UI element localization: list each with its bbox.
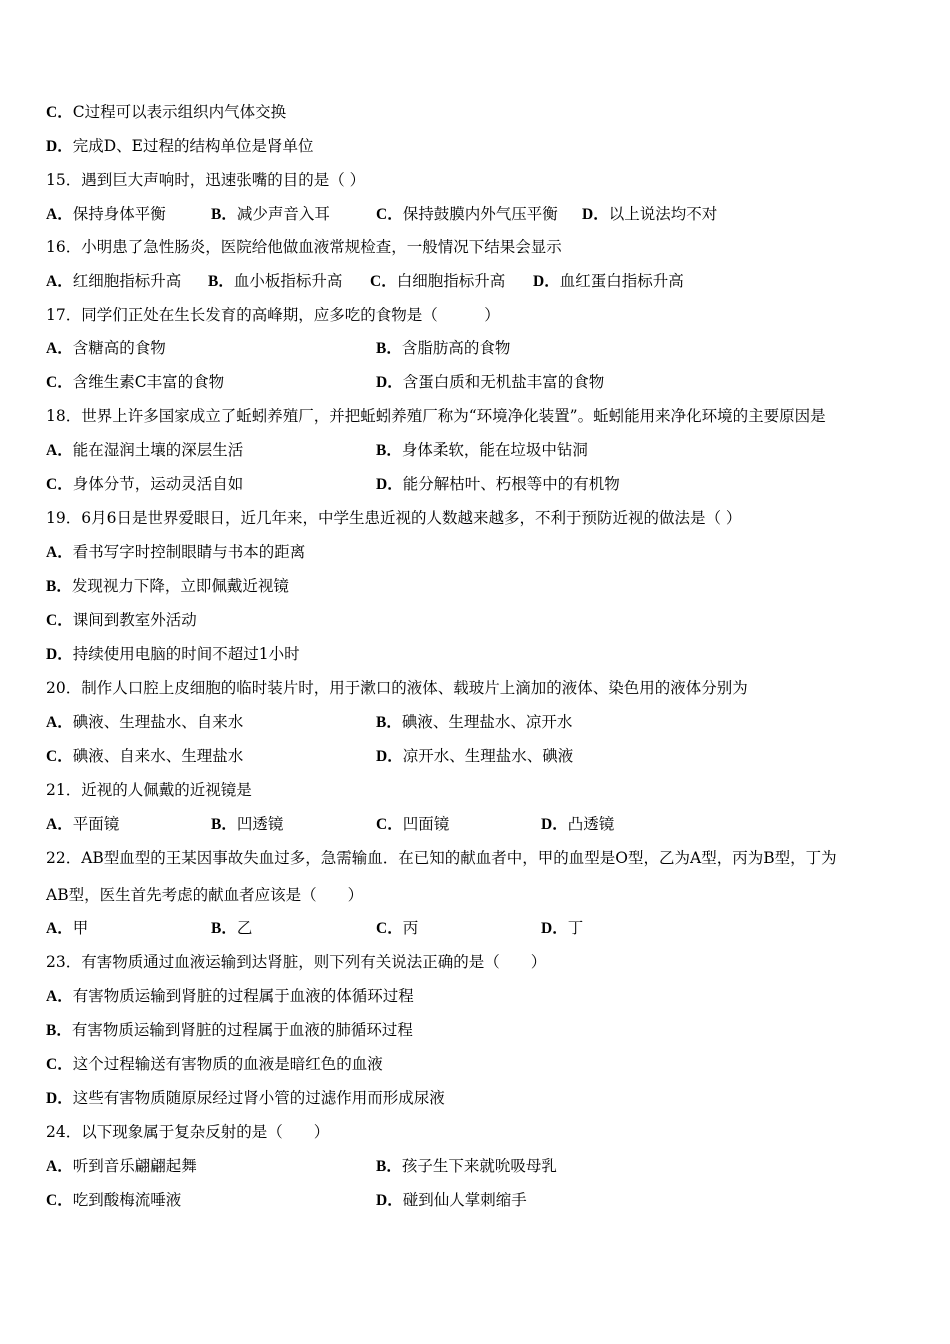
q20-option-a: A．碘液、生理盐水、自来水 <box>46 713 244 731</box>
q20-option-b: B．碘液、生理盐水、凉开水 <box>376 713 573 731</box>
q24-option-c: C．吃到酸梅流唾液 <box>46 1191 182 1209</box>
q20-option-c: C．碘液、自来水、生理盐水 <box>46 747 244 765</box>
q22-option-c: C．丙 <box>376 919 419 937</box>
q15-option-d: D．以上说法均不对 <box>582 205 718 223</box>
q23-option-c: C．这个过程输送有害物质的血液是暗红色的血液 <box>46 1055 383 1073</box>
q18-option-d: D．能分解枯叶、朽根等中的有机物 <box>376 475 620 493</box>
q24-option-b: B．孩子生下来就吮吸母乳 <box>376 1157 557 1175</box>
q17-option-c: C．含维生素C丰富的食物 <box>46 373 225 391</box>
q20-option-d: D．凉开水、生理盐水、碘液 <box>376 747 574 765</box>
q17-option-a: A．含糖高的食物 <box>46 339 166 357</box>
question-23: 23．有害物质通过血液运输到达肾脏，则下列有关说法正确的是（ ） <box>46 953 547 971</box>
question-16: 16．小明患了急性肠炎，医院给他做血液常规检查，一般情况下结果会显示 <box>46 238 562 256</box>
option-c-line: C．C过程可以表示组织内气体交换 <box>46 103 287 121</box>
q15-option-a: A．保持身体平衡 <box>46 205 166 223</box>
question-24: 24．以下现象属于复杂反射的是（ ） <box>46 1123 330 1141</box>
q16-option-b: B．血小板指标升高 <box>208 272 343 290</box>
question-20: 20．制作人口腔上皮细胞的临时装片时，用于漱口的液体、载玻片上滴加的液体、染色用的液体分别为 <box>46 679 748 697</box>
q21-option-a: A．平面镜 <box>46 815 120 833</box>
q15-option-b: B．减少声音入耳 <box>211 205 330 223</box>
q15-option-c: C．保持鼓膜内外气压平衡 <box>376 205 558 223</box>
question-17: 17．同学们正处在生长发育的高峰期，应多吃的食物是（ ） <box>46 306 500 324</box>
q21-option-c: C．凹面镜 <box>376 815 450 833</box>
q21-option-d: D．凸透镜 <box>541 815 615 833</box>
q17-option-b: B．含脂肪高的食物 <box>376 339 511 357</box>
q24-option-d: D．碰到仙人掌刺缩手 <box>376 1191 527 1209</box>
q18-option-b: B．身体柔软，能在垃圾中钻洞 <box>376 441 588 459</box>
q23-option-b: B．有害物质运输到肾脏的过程属于血液的肺循环过程 <box>46 1021 413 1039</box>
question-22-cont: AB型，医生首先考虑的献血者应该是（ ） <box>46 886 364 904</box>
q21-option-b: B．凹透镜 <box>211 815 284 833</box>
q16-option-a: A．红细胞指标升高 <box>46 272 182 290</box>
question-15: 15．遇到巨大声响时，迅速张嘴的目的是（ ） <box>46 171 366 189</box>
q19-option-b: B．发现视力下降，立即佩戴近视镜 <box>46 577 289 595</box>
q19-option-a: A．看书写字时控制眼睛与书本的距离 <box>46 543 306 561</box>
q16-option-c: C．白细胞指标升高 <box>370 272 506 290</box>
q22-option-a: A．甲 <box>46 919 89 937</box>
question-19: 19．6月6日是世界爱眼日，近几年来，中学生患近视的人数越来越多，不利于预防近视的做法是（ ） <box>46 509 742 527</box>
q18-option-c: C．身体分节，运动灵活自如 <box>46 475 244 493</box>
q22-option-d: D．丁 <box>541 919 584 937</box>
q16-option-d: D．血红蛋白指标升高 <box>533 272 684 290</box>
question-18: 18．世界上许多国家成立了蚯蚓养殖厂，并把蚯蚓养殖厂称为“环境净化装置”。蚯蚓能用来净化环境的主要原因是 <box>46 407 826 425</box>
question-22: 22．AB型血型的王某因事故失血过多，急需输血．在已知的献血者中，甲的血型是O型，乙为A型，丙为B型，丁为 <box>46 849 837 867</box>
q19-option-d: D．持续使用电脑的时间不超过1小时 <box>46 645 300 663</box>
option-d-line: D．完成D、E过程的结构单位是肾单位 <box>46 137 314 155</box>
q24-option-a: A．听到音乐翩翩起舞 <box>46 1157 197 1175</box>
question-21: 21．近视的人佩戴的近视镜是 <box>46 781 252 799</box>
q19-option-c: C．课间到教室外活动 <box>46 611 197 629</box>
q23-option-d: D．这些有害物质随原尿经过肾小管的过滤作用而形成尿液 <box>46 1089 445 1107</box>
q23-option-a: A．有害物质运输到肾脏的过程属于血液的体循环过程 <box>46 987 414 1005</box>
q18-option-a: A．能在湿润土壤的深层生活 <box>46 441 244 459</box>
q17-option-d: D．含蛋白质和无机盐丰富的食物 <box>376 373 605 391</box>
q22-option-b: B．乙 <box>211 919 253 937</box>
